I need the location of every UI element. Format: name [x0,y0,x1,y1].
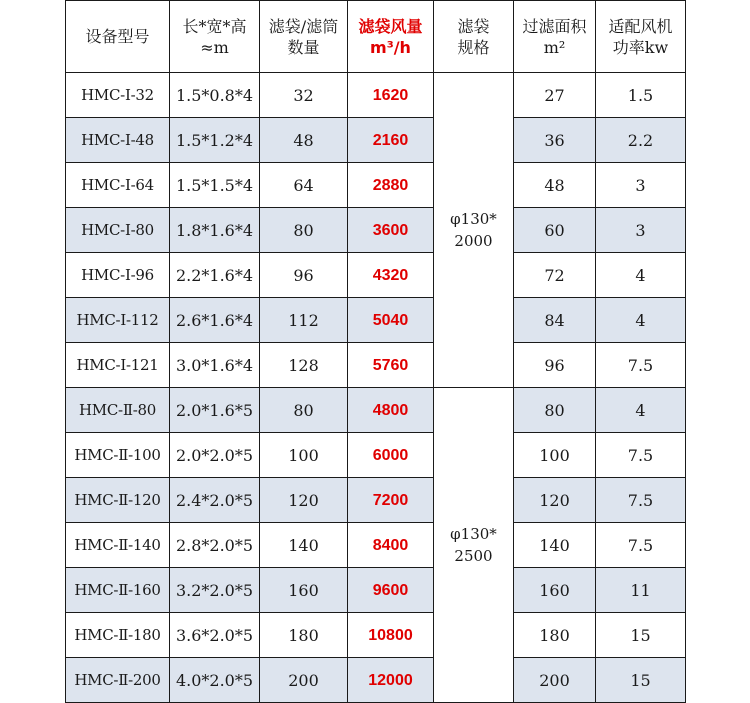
header-fan-line2: 功率kw [612,37,669,57]
cell-area: 140 [514,523,596,568]
cell-bags: 120 [260,478,348,523]
cell-model: HMC-Ⅰ-48 [66,118,170,163]
cell-flow: 1620 [348,73,434,118]
cell-bags: 200 [260,658,348,703]
cell-flow: 2160 [348,118,434,163]
cell-fan: 4 [596,298,686,343]
cell-bag-spec [434,388,514,703]
cell-size: 3.2*2.0*5 [170,568,260,613]
cell-bags: 140 [260,523,348,568]
header-bags [260,1,348,73]
bag-spec-line2: 2000 [454,232,493,250]
cell-bags: 80 [260,208,348,253]
header-bags-line2: 数量 [287,37,320,57]
cell-fan: 7.5 [596,433,686,478]
cell-flow: 5040 [348,298,434,343]
cell-area: 27 [514,73,596,118]
cell-area: 120 [514,478,596,523]
header-size-line1: 长*宽*高 [182,16,247,36]
bag-spec-line1: φ130* [450,525,497,543]
cell-fan: 11 [596,568,686,613]
table-row [66,568,686,613]
cell-size: 2.4*2.0*5 [170,478,260,523]
cell-fan: 1.5 [596,73,686,118]
cell-flow: 2880 [348,163,434,208]
cell-fan: 7.5 [596,343,686,388]
header-bags-line1: 滤袋/滤筒 [268,16,339,36]
cell-flow: 4800 [348,388,434,433]
cell-bags: 32 [260,73,348,118]
cell-flow: 10800 [348,613,434,658]
header-model-label: 设备型号 [85,27,150,46]
cell-flow: 6000 [348,433,434,478]
cell-flow: 9600 [348,568,434,613]
cell-bags: 80 [260,388,348,433]
header-area-line1: 过滤面积 [522,16,587,36]
header-size-line2: ≈m [200,37,229,57]
cell-bags: 160 [260,568,348,613]
table-row [66,388,686,433]
cell-bag-spec [434,73,514,388]
cell-fan: 4 [596,253,686,298]
header-fan-line1: 适配风机 [608,16,673,36]
cell-size: 2.0*1.6*5 [170,388,260,433]
cell-model: HMC-Ⅰ-64 [66,163,170,208]
cell-bags: 112 [260,298,348,343]
cell-size: 3.0*1.6*4 [170,343,260,388]
cell-fan: 7.5 [596,478,686,523]
table-row [66,118,686,163]
cell-model: HMC-Ⅰ-96 [66,253,170,298]
cell-model: HMC-Ⅱ-160 [66,568,170,613]
cell-bags: 128 [260,343,348,388]
cell-fan: 7.5 [596,523,686,568]
cell-model: HMC-Ⅱ-180 [66,613,170,658]
cell-model: HMC-Ⅱ-100 [66,433,170,478]
cell-size: 3.6*2.0*5 [170,613,260,658]
cell-model: HMC-Ⅰ-112 [66,298,170,343]
cell-size: 1.5*1.2*4 [170,118,260,163]
cell-fan: 15 [596,613,686,658]
cell-area: 96 [514,343,596,388]
table-row [66,658,686,703]
cell-area: 36 [514,118,596,163]
cell-flow: 5760 [348,343,434,388]
cell-fan: 3 [596,208,686,253]
cell-model: HMC-Ⅱ-140 [66,523,170,568]
header-flow-line1: 滤袋风量 [358,16,423,36]
table-body [66,73,686,703]
table-row [66,478,686,523]
table-row [66,613,686,658]
cell-fan: 2.2 [596,118,686,163]
header-bag-spec [434,1,514,73]
table-row [66,433,686,478]
cell-size: 2.8*2.0*5 [170,523,260,568]
cell-area: 100 [514,433,596,478]
table-row [66,298,686,343]
cell-bags: 180 [260,613,348,658]
cell-area: 200 [514,658,596,703]
spec-table [65,0,686,703]
cell-flow: 8400 [348,523,434,568]
cell-size: 1.5*0.8*4 [170,73,260,118]
cell-size: 2.0*2.0*5 [170,433,260,478]
cell-size: 2.6*1.6*4 [170,298,260,343]
cell-size: 4.0*2.0*5 [170,658,260,703]
cell-flow: 12000 [348,658,434,703]
table-row [66,208,686,253]
table-header [66,1,686,73]
header-size [170,1,260,73]
cell-model: HMC-Ⅱ-200 [66,658,170,703]
header-bag-spec-line1: 滤袋 [457,16,490,36]
header-area [514,1,596,73]
bag-spec-line1: φ130* [450,210,497,228]
table-row [66,253,686,298]
cell-area: 60 [514,208,596,253]
cell-flow: 4320 [348,253,434,298]
cell-bags: 100 [260,433,348,478]
cell-size: 2.2*1.6*4 [170,253,260,298]
bag-spec-line2: 2500 [454,547,493,565]
cell-model: HMC-Ⅱ-120 [66,478,170,523]
cell-flow: 7200 [348,478,434,523]
cell-area: 160 [514,568,596,613]
cell-fan: 4 [596,388,686,433]
cell-size: 1.5*1.5*4 [170,163,260,208]
cell-area: 80 [514,388,596,433]
cell-bags: 48 [260,118,348,163]
table-row [66,163,686,208]
cell-model: HMC-Ⅱ-80 [66,388,170,433]
cell-model: HMC-Ⅰ-121 [66,343,170,388]
header-model [66,1,170,73]
cell-area: 72 [514,253,596,298]
cell-area: 180 [514,613,596,658]
cell-area: 84 [514,298,596,343]
header-bag-spec-line2: 规格 [457,37,490,57]
cell-size: 1.8*1.6*4 [170,208,260,253]
cell-flow: 3600 [348,208,434,253]
header-fan [596,1,686,73]
header-flow [348,1,434,73]
cell-area: 48 [514,163,596,208]
header-area-line2: m² [543,37,566,57]
cell-model: HMC-Ⅰ-80 [66,208,170,253]
table-row [66,343,686,388]
cell-bags: 64 [260,163,348,208]
cell-fan: 3 [596,163,686,208]
cell-bags: 96 [260,253,348,298]
cell-model: HMC-Ⅰ-32 [66,73,170,118]
header-row [66,1,686,73]
header-flow-line2: m³/h [370,37,411,57]
table-row [66,523,686,568]
table-row [66,73,686,118]
cell-fan: 15 [596,658,686,703]
